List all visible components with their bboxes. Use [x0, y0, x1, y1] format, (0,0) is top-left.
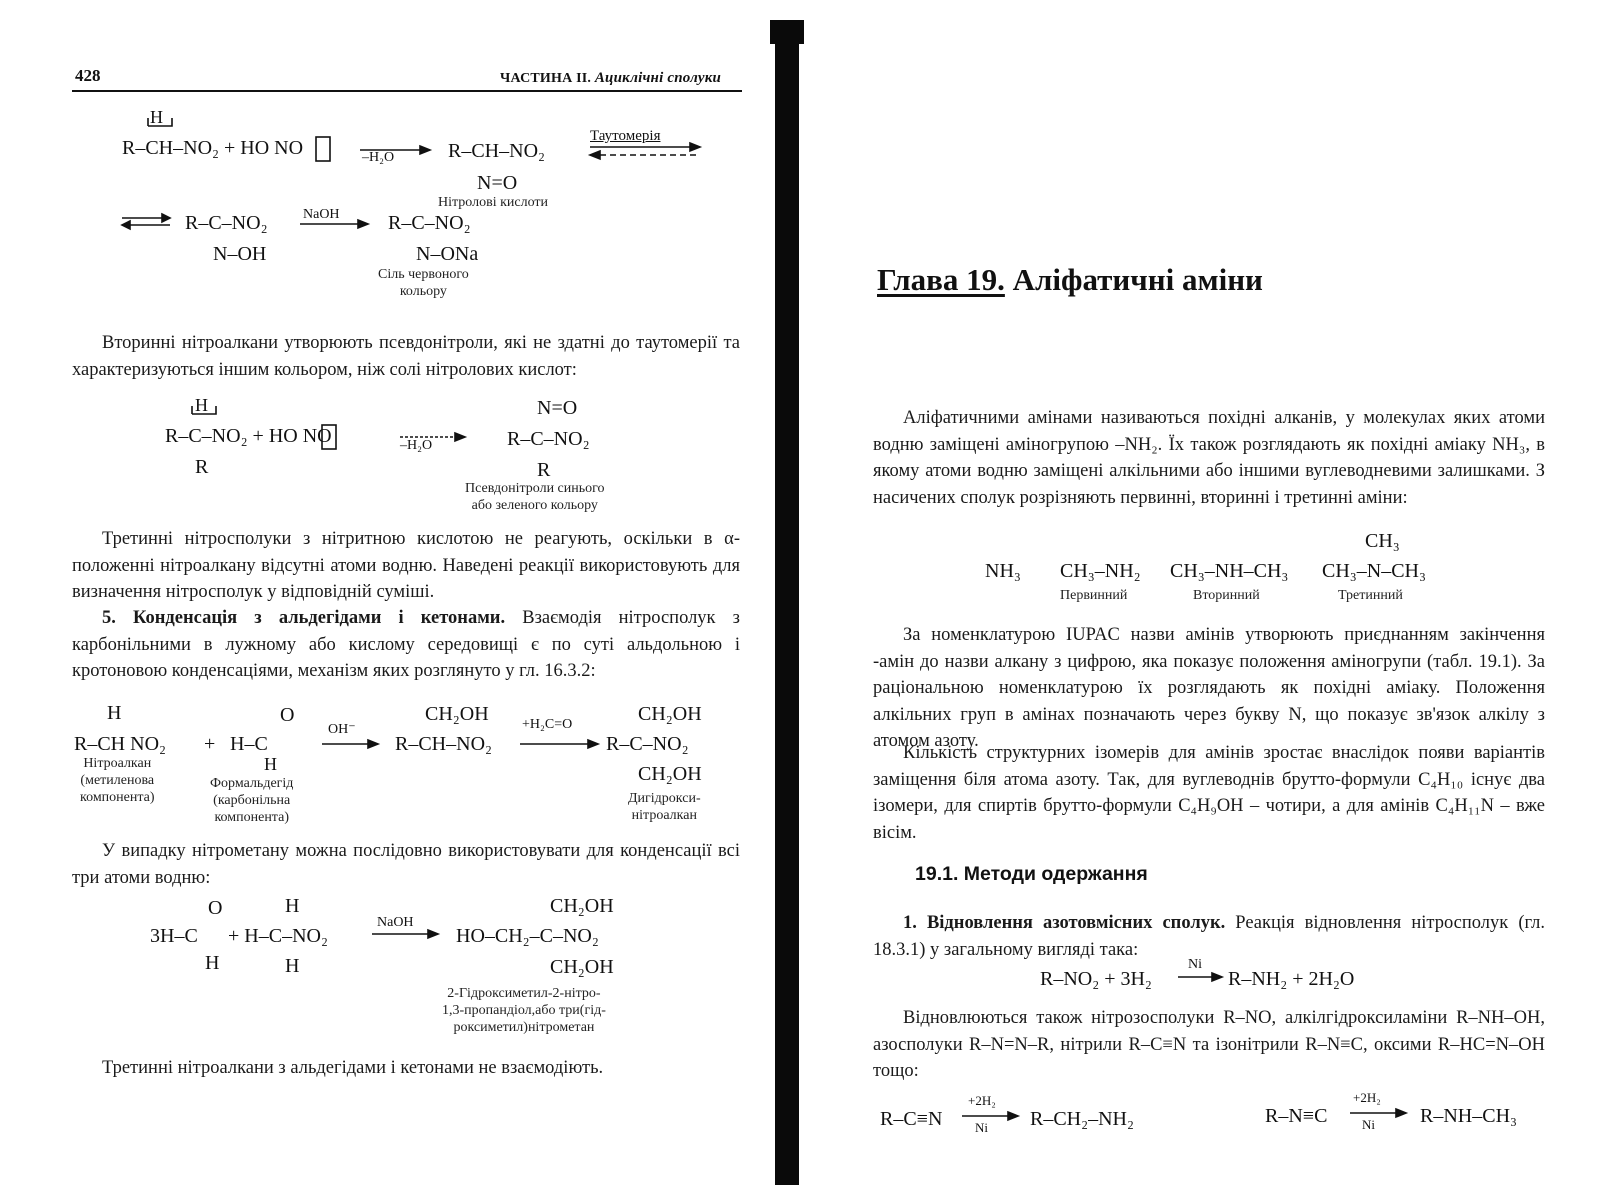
amine-tertiary: CH₃–N–CH₃ — [1322, 560, 1426, 582]
scheme2-caption: Сіль червоного кольору — [378, 267, 469, 299]
right-paragraph-5-text: Відновлюються також нітрозосполуки R–NO, алкілгідроксиламіни R–NH–OH, азосполуки R–N=N–R, нітрили R–C≡N та ізонітрили R–N≡C, оксими R–HC=N–OH тощо: — [873, 1008, 1545, 1081]
eq3-left: R–N≡C — [1265, 1105, 1328, 1127]
scheme4-condition1: OH⁻ — [328, 722, 356, 737]
scheme5-reactant2: + H–C–NO₂ — [228, 925, 328, 947]
scheme4-reactant2: H–C — [230, 733, 268, 755]
left-paragraph-5-text: Третинні нітроалкани з альдегідами і кетонами не взаємодіють. — [102, 1058, 604, 1078]
scheme4-caption-formaldehyde: Формальдегід (карбонільна компонента) — [210, 776, 294, 825]
scheme4-h: H — [107, 702, 122, 724]
scheme5-ch2oh-bottom: CH₂OH — [550, 956, 614, 978]
scheme3-r-below: R — [195, 456, 209, 478]
eq3-right: R–NH–CH₃ — [1420, 1105, 1517, 1127]
scheme3-caption: Псевдонітроли синього або зеленого кольору — [465, 481, 605, 513]
amine-primary-label: Первинний — [1060, 588, 1128, 603]
scheme3-reactant: R–C–NO₂ + HO NO — [165, 425, 332, 447]
scheme4-reactant1: R–CH NO₂ — [74, 733, 166, 755]
scheme5-h-bottom: H — [285, 955, 300, 977]
scheme3-nitroso: N=O — [537, 397, 578, 419]
amine-tertiary-top: CH₃ — [1365, 530, 1400, 552]
scheme1-h-top: H — [150, 107, 163, 127]
left-paragraph-2-text: Третинні нітросполуки з нітритною кислотою не реагують, оскільки в α-положенні нітроалкану відсутні атоми водню. Наведені реакції використовують для визначення нітросполук у відповідній суміші. — [72, 529, 740, 602]
scheme1-product: R–CH–NO₂ — [448, 140, 545, 162]
scheme5-oxygen: O — [208, 897, 223, 919]
eq1-right: R–NH₂ + 2H₂O — [1228, 968, 1355, 990]
scheme3-condition: –H₂O — [400, 438, 433, 453]
scheme1-nitroso: N=O — [477, 172, 518, 194]
scheme2-product: R–C–NO₂ — [388, 212, 471, 234]
eq1-left: R–NO₂ + 3H₂ — [1040, 968, 1152, 990]
scheme3-product: R–C–NO₂ — [507, 428, 590, 450]
scheme4-product2: R–C–NO₂ — [606, 733, 689, 755]
scheme1-reactant: R–CH–NO₂ + HO NO — [122, 137, 304, 159]
scheme4-plus: + — [204, 733, 216, 755]
scheme3-p-below: R — [537, 459, 551, 481]
scheme5-ch2oh-top: CH₂OH — [550, 895, 614, 917]
right-paragraph-5 — [873, 1005, 1545, 1085]
amine-secondary-label: Вторинний — [1193, 588, 1260, 603]
eq2-right: R–CH₂–NH₂ — [1030, 1108, 1134, 1130]
page-number: 428 — [75, 66, 101, 85]
scheme2-product-salt: N–ONa — [416, 243, 479, 265]
scheme4-product1: R–CH–NO₂ — [395, 733, 492, 755]
scheme3-h-top: H — [195, 395, 208, 415]
right-paragraph-2-text: За номенклатурою IUPAC назви амінів утворюють приєднанням закінчення -амін до назви алкану з цифрою, яка показує положення аміногрупи (табл. 19.1). За раціональною номенклатурою їх розглядають як похідні аміаку. Положення алкільних груп в амінах позначають через букву N, що показує зв'язок алкілу з атомом азоту. — [873, 625, 1545, 751]
eq2-left: R–C≡N — [880, 1108, 943, 1130]
running-head — [500, 70, 721, 87]
eq3-cond-top: +2H₂ — [1353, 1090, 1381, 1105]
scheme4-caption-nitroalkane: Нітроалкан (метиленова компонента) — [80, 756, 155, 805]
scheme4-ch2oh-1: CH₂OH — [425, 703, 489, 725]
book-spine-top — [770, 20, 804, 44]
left-paragraph-3-text: Взаємодія нітросполук з карбонільними в лужному або кислому середовищі є по суті альдольною і кротоновою конденсаціями, механізм яких розглянуто у гл. 16.3.2: — [72, 608, 740, 681]
left-paragraph-2 — [72, 526, 740, 606]
chapter-label: Глава 19. — [877, 262, 1005, 297]
eq2-cond-bottom: Ni — [975, 1120, 988, 1135]
running-head-part: ЧАСТИНА II. — [500, 71, 592, 86]
right-paragraph-3-text: Кількість структурних ізомерів для амінів зростає внаслідок появи варіантів заміщення біля атома азоту. Так, для вуглеводнів брутто-формули C₄H₁₀ існує два ізомери, для спиртів брутто-формули C₄H₉OH – чотири, а для амінів C₄H₁₁N – вже вісім. — [873, 743, 1545, 843]
scheme5-condition: NaOH — [377, 915, 414, 930]
left-paragraph-4-text: У випадку нітрометану можна послідовно використовувати для конденсації всі три атоми водню: — [72, 841, 740, 888]
right-paragraph-2 — [873, 622, 1545, 755]
scheme2-reactant-oxime: N–OH — [213, 243, 267, 265]
amine-nh3: NH₃ — [985, 560, 1021, 582]
eq1-condition: Ni — [1188, 957, 1202, 972]
running-head-italic: Ациклічні сполуки — [594, 70, 722, 86]
right-paragraph-1 — [873, 405, 1545, 511]
scheme4-caption-dihydroxy: Дигідрокси- нітроалкан — [628, 791, 701, 823]
scheme5-product: HO–CH₂–C–NO₂ — [456, 925, 599, 947]
left-paragraph-4 — [72, 838, 740, 891]
left-paragraph-1 — [72, 330, 740, 383]
scheme1-caption: Нітролові кислоти — [438, 195, 549, 210]
left-paragraph-3 — [72, 605, 740, 685]
right-paragraph-1-text: Аліфатичними амінами називаються похідні алканів, у молекулах яких атоми водню заміщені аміногрупою –NH₂. Їх також розглядають як похідні аміаку NH₃, в якому атоми водню заміщені алкільними або іншими вуглеводневими залишками. З насичених сполук розрізняють первинні, вторинні і третинні аміни: — [873, 408, 1545, 508]
scheme1-condition: –H₂O — [362, 150, 395, 165]
right-paragraph-4 — [873, 910, 1545, 963]
left-paragraph-3-heading: 5. Конденсація з альдегідами і кетонами. — [102, 608, 506, 628]
eq2-cond-top: +2H₂ — [968, 1093, 996, 1108]
scheme4-reactant2-h: H — [264, 754, 277, 774]
scheme4-condition2: +H₂C=O — [522, 717, 573, 732]
amine-primary: CH₃–NH₂ — [1060, 560, 1141, 582]
right-paragraph-3 — [873, 740, 1545, 846]
left-paragraph-1-text: Вторинні нітроалкани утворюють псевдонітроли, які не здатні до таутомерії та характеризуються іншим кольором, ніж солі нітролових кислот: — [72, 333, 740, 380]
chapter-title: Аліфатичні аміни — [1012, 262, 1263, 297]
scheme2-condition: NaOH — [303, 207, 340, 222]
left-paragraph-5 — [72, 1055, 740, 1082]
book-spine-gutter — [775, 20, 799, 1185]
scheme2-reactant: R–C–NO₂ — [185, 212, 268, 234]
amine-tertiary-label: Третинний — [1338, 588, 1403, 603]
section-heading: 19.1. Методи одержання — [915, 863, 1148, 885]
scheme4-ch2oh-2: CH₂OH — [638, 703, 702, 725]
scheme1-tautomer-label: Таутомерія — [590, 128, 661, 144]
scheme5-reactant1-h: H — [205, 952, 220, 974]
scheme5-reactant1: 3H–C — [150, 925, 198, 947]
scheme5-caption: 2-Гідроксиметил-2-нітро- 1,3-пропандіол,або три(гід- роксиметил)нітрометан — [442, 986, 606, 1035]
eq3-cond-bottom: Ni — [1362, 1117, 1375, 1132]
chapter-heading — [877, 262, 1263, 298]
scheme5-h-top: H — [285, 895, 300, 917]
header-rule — [72, 90, 742, 92]
right-paragraph-4-text: Реакція відновлення нітросполук (гл. 18.3.1) у загальному вигляді така: — [873, 913, 1545, 960]
right-paragraph-4-heading: 1. Відновлення азотовмісних сполук. — [903, 913, 1226, 933]
scheme4-oxygen: O — [280, 704, 295, 726]
amine-secondary: CH₃–NH–CH₃ — [1170, 560, 1289, 582]
scheme4-ch2oh-3: CH₂OH — [638, 763, 702, 785]
